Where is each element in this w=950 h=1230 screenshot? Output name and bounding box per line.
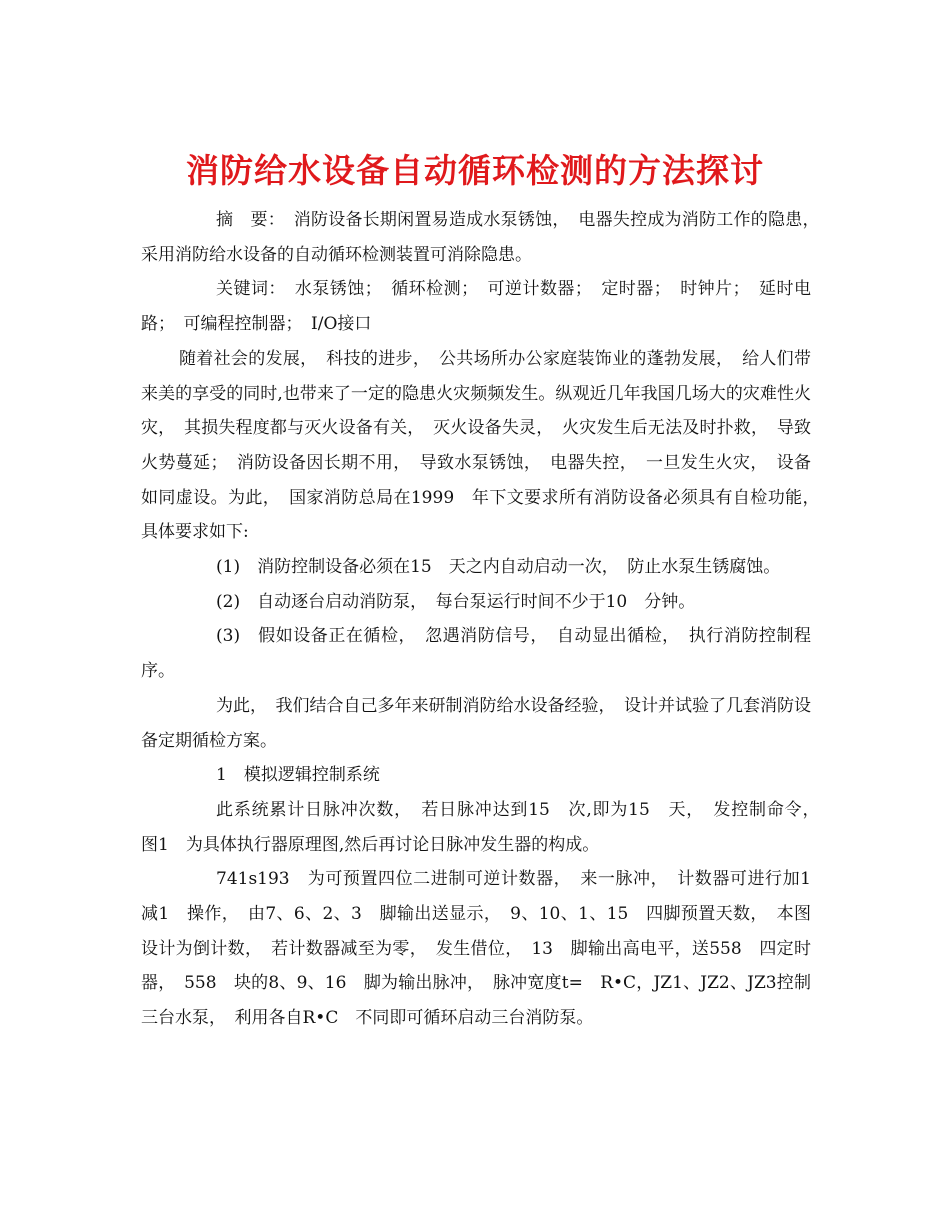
requirement-item: (1) 消防控制设备必须在15 天之内自动启动一次， 防止水泵生锈腐蚀。 xyxy=(216,557,781,578)
document-body xyxy=(141,203,828,1036)
keywords-paragraph: 关键词： 水泵锈蚀； 循环检测； 可逆计数器； 定时器； 时钟片； 延时电路； 可编程控制器； I/O接口 xyxy=(141,279,811,335)
abstract-paragraph: 摘 要： 消防设备长期闲置易造成水泵锈蚀， 电器失控成为消防工作的隐患， 采用消防给水设备的自动循环检测装置可消除隐患。 xyxy=(141,210,828,265)
requirement-item: (3) 假如设备正在循检， 忽遇消防信号， 自动显出循检， 执行消防控制程序。 xyxy=(141,626,811,682)
section-paragraph: 741s193 为可预置四位二进制可逆计数器， 来一脉冲， 计数器可进行加1 减1 操作， 由7、6、2、3 脚输出送显示， 9、10、1、15 四脚预置天数， 本图设计为倒计数， 若计数器减至为零， 发生借位， 13 脚输出高电平，送558 四定时器， 558 块的8、9、16 脚为输出脉冲， 脉冲宽度t= R•C，JZ1、JZ2、JZ3控制三台水泵， 利用各自R•C 不同即可循环启动三台消防泵。 xyxy=(141,869,828,1029)
intro-paragraph: 随着社会的发展， 科技的进步， 公共场所办公家庭装饰业的蓬勃发展， 给人们带来美的享受的同时,也带来了一定的隐患火灾频频发生。纵观近几年我国几场大的灾难性火灾， 其损失程度都与灭火设备有关， 灭火设备失灵， 火灾发生后无法及时扑救， 导致火势蔓延； 消防设备因长期不用， 导致水泵锈蚀， 电器失控， 一旦发生火灾， 设备如同虚设。为此， 国家消防总局在1999 年下文要求所有消防设备必须具有自检功能， 具体要求如下: xyxy=(141,348,828,543)
section-paragraph: 此系统累计日脉冲次数， 若日脉冲达到15 次,即为15 天， 发控制命令， 图1 为具体执行器原理图,然后再讨论日脉冲发生器的构成。 xyxy=(141,799,828,855)
document-title: 消防给水设备自动循环检测的方法探讨 xyxy=(186,151,764,191)
section-heading: 1 模拟逻辑控制系统 xyxy=(216,765,380,786)
purpose-paragraph: 为此， 我们结合自己多年来研制消防给水设备经验， 设计并试验了几套消防设备定期循检方案。 xyxy=(141,695,811,751)
requirement-item: (2) 自动逐台启动消防泵， 每台泵运行时间不少于10 分钟。 xyxy=(216,591,696,612)
